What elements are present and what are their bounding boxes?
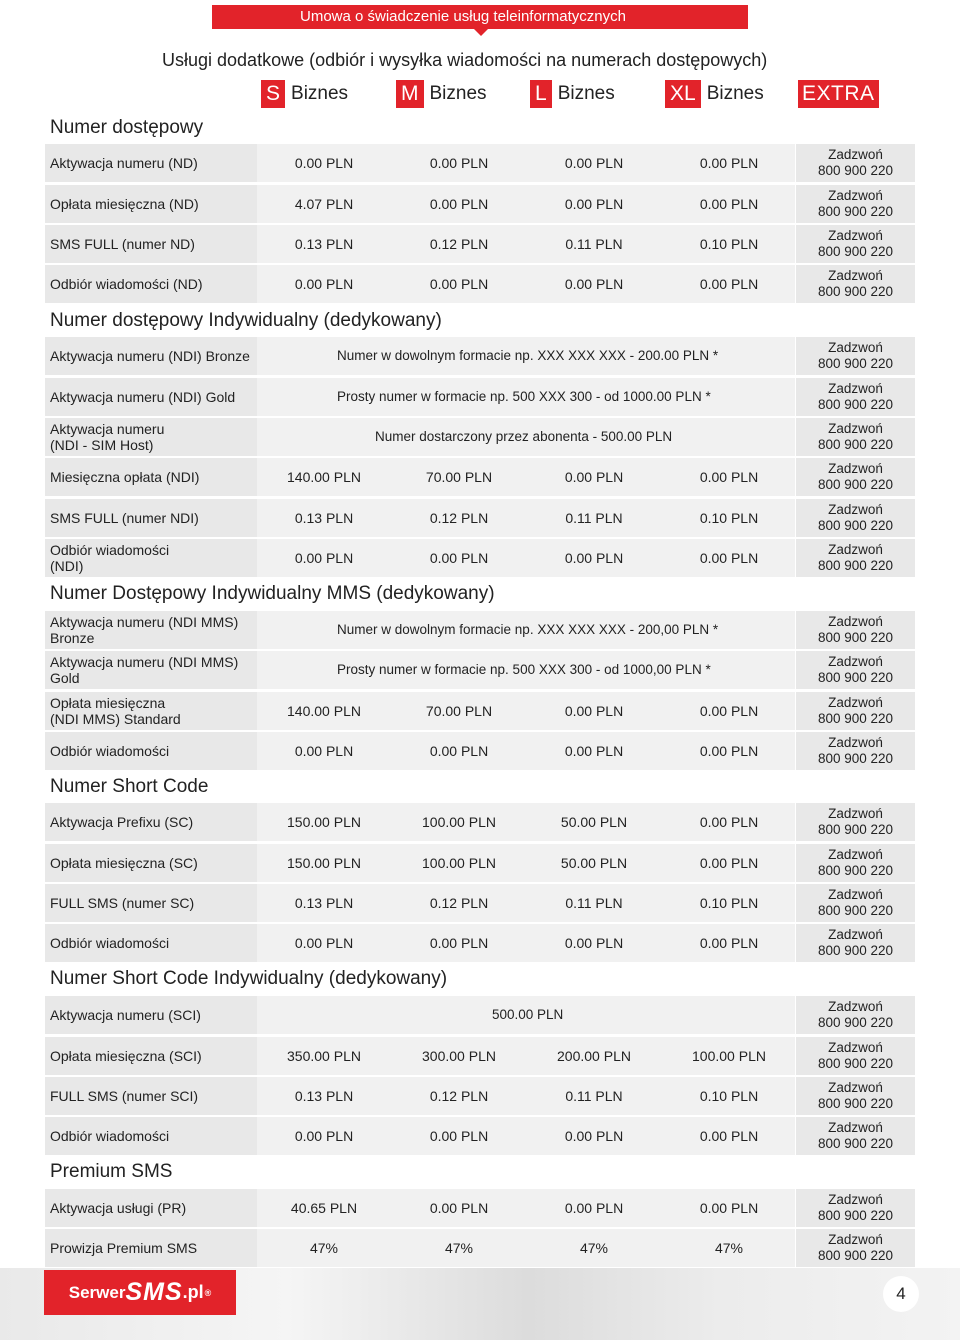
contact-phone-number: 800 900 220 bbox=[817, 558, 894, 573]
extra-contact-cell bbox=[796, 1037, 915, 1075]
table-row bbox=[45, 611, 915, 649]
contact-phone-number: 800 900 220 bbox=[817, 1136, 894, 1151]
price-cell: 0.00 PLN bbox=[564, 1200, 624, 1216]
price-cell: 0.00 PLN bbox=[699, 155, 759, 171]
logo-registered-mark: ® bbox=[204, 1287, 212, 1298]
price-cell: 0.00 PLN bbox=[294, 155, 354, 171]
price-cell: 0.13 PLN bbox=[294, 895, 354, 911]
contact-call-label: Zadzwoń bbox=[828, 421, 883, 436]
contact-phone-number: 800 900 220 bbox=[817, 903, 894, 918]
extra-contact-cell bbox=[796, 803, 915, 841]
extra-contact-cell bbox=[796, 924, 915, 962]
extra-contact-cell bbox=[796, 732, 915, 770]
plan-extra-header bbox=[798, 80, 879, 108]
price-cell: 100.00 PLN bbox=[422, 855, 496, 871]
header-banner: Umowa o świadczenie usług teleinformatycznych bbox=[212, 5, 748, 29]
contact-call-label: Zadzwoń bbox=[828, 542, 883, 557]
contact-phone-number: 800 900 220 bbox=[817, 477, 894, 492]
price-cell: 0.00 PLN bbox=[564, 743, 624, 759]
price-cell: 0.11 PLN bbox=[565, 1088, 623, 1104]
contact-call-label: Zadzwoń bbox=[828, 847, 883, 862]
price-cell: 100.00 PLN bbox=[422, 814, 496, 830]
price-cell: 100.00 PLN bbox=[692, 1048, 766, 1064]
extra-contact-cell bbox=[796, 499, 915, 537]
contact-call-label: Zadzwoń bbox=[828, 806, 883, 821]
price-cell: 0.00 PLN bbox=[564, 155, 624, 171]
price-cell: 0.11 PLN bbox=[565, 895, 623, 911]
contact-phone-number: 800 900 220 bbox=[817, 244, 894, 259]
price-cell: 0.00 PLN bbox=[429, 155, 489, 171]
contact-phone-number: 800 900 220 bbox=[817, 630, 894, 645]
price-cell: 0.00 PLN bbox=[564, 469, 624, 485]
row-label: FULL SMS (numer SCI) bbox=[45, 1077, 257, 1115]
contact-phone-number: 800 900 220 bbox=[817, 437, 894, 452]
contact-call-label: Zadzwoń bbox=[828, 735, 883, 750]
table-row bbox=[45, 458, 915, 496]
plan-word: Biznes bbox=[291, 83, 349, 104]
price-cell: 0.00 PLN bbox=[699, 814, 759, 830]
contact-phone-number: 800 900 220 bbox=[817, 1248, 894, 1263]
price-cell: 0.11 PLN bbox=[565, 236, 623, 252]
price-cell: 0.00 PLN bbox=[699, 196, 759, 212]
contact-phone-number: 800 900 220 bbox=[817, 204, 894, 219]
contact-phone-number: 800 900 220 bbox=[817, 863, 894, 878]
contact-call-label: Zadzwoń bbox=[828, 268, 883, 283]
row-label: Aktywacja usługi (PR) bbox=[45, 1189, 257, 1227]
row-label: Miesięczna opłata (NDI) bbox=[45, 458, 257, 496]
price-cell: 300.00 PLN bbox=[422, 1048, 496, 1064]
price-cell: 0.00 PLN bbox=[699, 1200, 759, 1216]
contact-phone-number: 800 900 220 bbox=[817, 1096, 894, 1111]
section-title: Numer dostępowy Indywidualny (dedykowany) bbox=[50, 310, 442, 331]
price-cell: 0.00 PLN bbox=[429, 276, 489, 292]
contact-call-label: Zadzwoń bbox=[828, 1080, 883, 1095]
table-row bbox=[45, 225, 915, 263]
price-cell: 0.11 PLN bbox=[565, 510, 623, 526]
table-row bbox=[45, 692, 915, 730]
table-row bbox=[45, 924, 915, 962]
price-cell: 0.10 PLN bbox=[699, 895, 759, 911]
price-note: 500.00 PLN bbox=[492, 1007, 564, 1022]
table-row bbox=[45, 265, 915, 303]
contact-call-label: Zadzwoń bbox=[828, 695, 883, 710]
price-cell: 140.00 PLN bbox=[287, 703, 361, 719]
price-note: Prosty numer w formacie np. 500 XXX 300 - od 1000.00 PLN * bbox=[337, 389, 711, 404]
section-title: Numer Dostępowy Indywidualny MMS (dedykowany) bbox=[50, 583, 495, 604]
plan-word: Biznes bbox=[557, 83, 615, 104]
row-label: Aktywacja numeru (NDI MMS) Gold bbox=[45, 651, 257, 689]
row-label: Odbiór wiadomości bbox=[45, 732, 257, 770]
row-label: Aktywacja numeru (NDI - SIM Host) bbox=[45, 418, 257, 456]
contact-phone-number: 800 900 220 bbox=[817, 518, 894, 533]
extra-contact-cell bbox=[796, 144, 915, 182]
contact-call-label: Zadzwoń bbox=[828, 381, 883, 396]
contact-phone-number: 800 900 220 bbox=[817, 1015, 894, 1030]
row-label: Opłata miesięczna (SC) bbox=[45, 844, 257, 882]
price-cell: 140.00 PLN bbox=[287, 469, 361, 485]
price-cell: 0.00 PLN bbox=[429, 743, 489, 759]
section-title: Numer Short Code bbox=[50, 776, 209, 797]
plan-xl-header bbox=[665, 80, 764, 108]
contact-call-label: Zadzwoń bbox=[828, 228, 883, 243]
table-row bbox=[45, 499, 915, 537]
plan-word: Biznes bbox=[706, 83, 764, 104]
section-title: Numer dostępowy bbox=[50, 117, 204, 138]
contact-phone-number: 800 900 220 bbox=[817, 1208, 894, 1223]
plan-s-header bbox=[261, 80, 348, 108]
row-label: Odbiór wiadomości (ND) bbox=[45, 265, 257, 303]
page-number: 4 bbox=[883, 1276, 919, 1312]
price-cell: 0.00 PLN bbox=[564, 550, 624, 566]
price-cell: 350.00 PLN bbox=[287, 1048, 361, 1064]
extra-contact-cell bbox=[796, 996, 915, 1034]
table-row bbox=[45, 803, 915, 841]
table-row bbox=[45, 1229, 915, 1267]
extra-contact-cell bbox=[796, 1229, 915, 1267]
contact-call-label: Zadzwoń bbox=[828, 461, 883, 476]
table-row bbox=[45, 1117, 915, 1155]
price-cell: 50.00 PLN bbox=[560, 814, 628, 830]
contact-call-label: Zadzwoń bbox=[828, 1040, 883, 1055]
table-row bbox=[45, 732, 915, 770]
plan-m-header bbox=[396, 80, 487, 108]
price-cell: 47% bbox=[579, 1240, 609, 1256]
table-row bbox=[45, 539, 915, 577]
table-row bbox=[45, 337, 915, 375]
table-row bbox=[45, 1077, 915, 1115]
table-row bbox=[45, 884, 915, 922]
section-title: Premium SMS bbox=[50, 1161, 173, 1182]
contact-phone-number: 800 900 220 bbox=[817, 1056, 894, 1071]
price-note: Numer dostarczony przez abonenta - 500.00 PLN bbox=[375, 429, 673, 444]
price-cell: 40.65 PLN bbox=[290, 1200, 358, 1216]
extra-contact-cell bbox=[796, 1189, 915, 1227]
extra-contact-cell bbox=[796, 1117, 915, 1155]
extra-contact-cell bbox=[796, 458, 915, 496]
price-cell: 50.00 PLN bbox=[560, 855, 628, 871]
row-label: Opłata miesięczna (ND) bbox=[45, 185, 257, 223]
price-cell: 47% bbox=[714, 1240, 744, 1256]
table-row bbox=[45, 651, 915, 689]
price-cell: 0.10 PLN bbox=[699, 510, 759, 526]
extra-contact-cell bbox=[796, 265, 915, 303]
price-cell: 0.00 PLN bbox=[429, 550, 489, 566]
extra-contact-cell bbox=[796, 1077, 915, 1115]
contact-call-label: Zadzwoń bbox=[828, 1192, 883, 1207]
contact-call-label: Zadzwoń bbox=[828, 927, 883, 942]
table-row bbox=[45, 1189, 915, 1227]
plan-code: EXTRA bbox=[798, 80, 879, 108]
price-cell: 200.00 PLN bbox=[557, 1048, 631, 1064]
contact-phone-number: 800 900 220 bbox=[817, 711, 894, 726]
contact-call-label: Zadzwoń bbox=[828, 147, 883, 162]
banner-pointer bbox=[474, 29, 488, 36]
price-cell: 47% bbox=[444, 1240, 474, 1256]
price-cell: 0.00 PLN bbox=[429, 1200, 489, 1216]
contact-call-label: Zadzwoń bbox=[828, 340, 883, 355]
extra-contact-cell bbox=[796, 185, 915, 223]
contact-phone-number: 800 900 220 bbox=[817, 397, 894, 412]
price-cell: 0.10 PLN bbox=[699, 1088, 759, 1104]
price-cell: 150.00 PLN bbox=[287, 814, 361, 830]
row-label: Odbiór wiadomości bbox=[45, 1117, 257, 1155]
row-label: FULL SMS (numer SC) bbox=[45, 884, 257, 922]
row-label: SMS FULL (numer NDI) bbox=[45, 499, 257, 537]
contact-call-label: Zadzwoń bbox=[828, 1120, 883, 1135]
price-cell: 0.00 PLN bbox=[699, 703, 759, 719]
extra-contact-cell bbox=[796, 337, 915, 375]
price-cell: 0.13 PLN bbox=[294, 1088, 354, 1104]
extra-contact-cell bbox=[796, 692, 915, 730]
price-cell: 0.13 PLN bbox=[294, 236, 354, 252]
table-row bbox=[45, 418, 915, 456]
extra-contact-cell bbox=[796, 225, 915, 263]
price-cell: 0.12 PLN bbox=[429, 895, 489, 911]
row-label: Aktywacja numeru (SCI) bbox=[45, 996, 257, 1034]
price-cell: 0.00 PLN bbox=[429, 196, 489, 212]
row-label: SMS FULL (numer ND) bbox=[45, 225, 257, 263]
plan-code: XL bbox=[665, 80, 701, 108]
price-cell: 0.00 PLN bbox=[564, 196, 624, 212]
contact-phone-number: 800 900 220 bbox=[817, 751, 894, 766]
table-row bbox=[45, 378, 915, 416]
price-note: Prosty numer w formacie np. 500 XXX 300 - od 1000,00 PLN * bbox=[337, 662, 711, 677]
extra-contact-cell bbox=[796, 418, 915, 456]
price-cell: 0.00 PLN bbox=[699, 550, 759, 566]
price-cell: 0.00 PLN bbox=[699, 855, 759, 871]
contact-phone-number: 800 900 220 bbox=[817, 284, 894, 299]
row-label: Aktywacja numeru (NDI) Bronze bbox=[45, 337, 257, 375]
contact-phone-number: 800 900 220 bbox=[817, 943, 894, 958]
contact-call-label: Zadzwoń bbox=[828, 614, 883, 629]
row-label: Aktywacja numeru (NDI MMS) Bronze bbox=[45, 611, 257, 649]
contact-call-label: Zadzwoń bbox=[828, 502, 883, 517]
logo-text-pl: .pl bbox=[182, 1282, 204, 1302]
extra-contact-cell bbox=[796, 611, 915, 649]
table-row bbox=[45, 844, 915, 882]
plan-code: L bbox=[530, 80, 552, 108]
row-label: Aktywacja Prefixu (SC) bbox=[45, 803, 257, 841]
contact-call-label: Zadzwoń bbox=[828, 1232, 883, 1247]
price-cell: 0.00 PLN bbox=[294, 935, 354, 951]
contact-phone-number: 800 900 220 bbox=[817, 356, 894, 371]
price-cell: 70.00 PLN bbox=[425, 703, 493, 719]
extra-contact-cell bbox=[796, 844, 915, 882]
price-cell: 0.00 PLN bbox=[699, 469, 759, 485]
plan-word: Biznes bbox=[429, 83, 487, 104]
row-label: Opłata miesięczna (NDI MMS) Standard bbox=[45, 692, 257, 730]
table-row bbox=[45, 996, 915, 1034]
table-row bbox=[45, 185, 915, 223]
price-cell: 0.12 PLN bbox=[429, 236, 489, 252]
extra-contact-cell bbox=[796, 884, 915, 922]
price-cell: 0.00 PLN bbox=[699, 935, 759, 951]
extra-contact-cell bbox=[796, 539, 915, 577]
price-cell: 0.00 PLN bbox=[699, 1128, 759, 1144]
price-cell: 0.00 PLN bbox=[429, 935, 489, 951]
contact-phone-number: 800 900 220 bbox=[817, 670, 894, 685]
extra-contact-cell bbox=[796, 378, 915, 416]
contact-call-label: Zadzwoń bbox=[828, 999, 883, 1014]
logo-text-serwer: Serwer bbox=[68, 1282, 126, 1302]
table-row bbox=[45, 1037, 915, 1075]
row-label: Odbiór wiadomości bbox=[45, 924, 257, 962]
price-cell: 0.00 PLN bbox=[699, 276, 759, 292]
row-label: Odbiór wiadomości (NDI) bbox=[45, 539, 257, 577]
price-cell: 0.00 PLN bbox=[294, 1128, 354, 1144]
price-cell: 0.00 PLN bbox=[699, 743, 759, 759]
price-cell: 47% bbox=[309, 1240, 339, 1256]
price-cell: 4.07 PLN bbox=[294, 196, 354, 212]
extra-contact-cell bbox=[796, 651, 915, 689]
price-cell: 0.12 PLN bbox=[429, 510, 489, 526]
price-cell: 150.00 PLN bbox=[287, 855, 361, 871]
price-cell: 0.00 PLN bbox=[429, 1128, 489, 1144]
price-cell: 0.00 PLN bbox=[294, 550, 354, 566]
price-cell: 0.00 PLN bbox=[564, 703, 624, 719]
contact-phone-number: 800 900 220 bbox=[817, 163, 894, 178]
serwersms-logo bbox=[44, 1270, 236, 1315]
row-label: Aktywacja numeru (NDI) Gold bbox=[45, 378, 257, 416]
row-label: Prowizja Premium SMS bbox=[45, 1229, 257, 1267]
price-cell: 70.00 PLN bbox=[425, 469, 493, 485]
price-note: Numer w dowolnym formacie np. XXX XXX XXX - 200,00 PLN * bbox=[337, 622, 719, 637]
plan-l-header bbox=[530, 80, 615, 108]
row-label: Aktywacja numeru (ND) bbox=[45, 144, 257, 182]
price-cell: 0.00 PLN bbox=[294, 276, 354, 292]
plan-code: M bbox=[396, 80, 424, 108]
row-label: Opłata miesięczna (SCI) bbox=[45, 1037, 257, 1075]
price-note: Numer w dowolnym formacie np. XXX XXX XXX - 200.00 PLN * bbox=[337, 348, 719, 363]
price-cell: 0.00 PLN bbox=[294, 743, 354, 759]
contact-call-label: Zadzwoń bbox=[828, 188, 883, 203]
contact-phone-number: 800 900 220 bbox=[817, 822, 894, 837]
logo-text-sms: SMS bbox=[125, 1278, 183, 1306]
plan-code: S bbox=[261, 80, 285, 108]
contact-call-label: Zadzwoń bbox=[828, 654, 883, 669]
price-cell: 0.12 PLN bbox=[429, 1088, 489, 1104]
price-cell: 0.00 PLN bbox=[564, 935, 624, 951]
table-row bbox=[45, 144, 915, 182]
section-title: Numer Short Code Indywidualny (dedykowany) bbox=[50, 968, 448, 989]
contact-call-label: Zadzwoń bbox=[828, 887, 883, 902]
price-cell: 0.00 PLN bbox=[564, 1128, 624, 1144]
price-cell: 0.13 PLN bbox=[294, 510, 354, 526]
price-cell: 0.00 PLN bbox=[564, 276, 624, 292]
price-cell: 0.10 PLN bbox=[699, 236, 759, 252]
page-subtitle: Usługi dodatkowe (odbiór i wysyłka wiadomości na numerach dostępowych) bbox=[162, 50, 768, 70]
